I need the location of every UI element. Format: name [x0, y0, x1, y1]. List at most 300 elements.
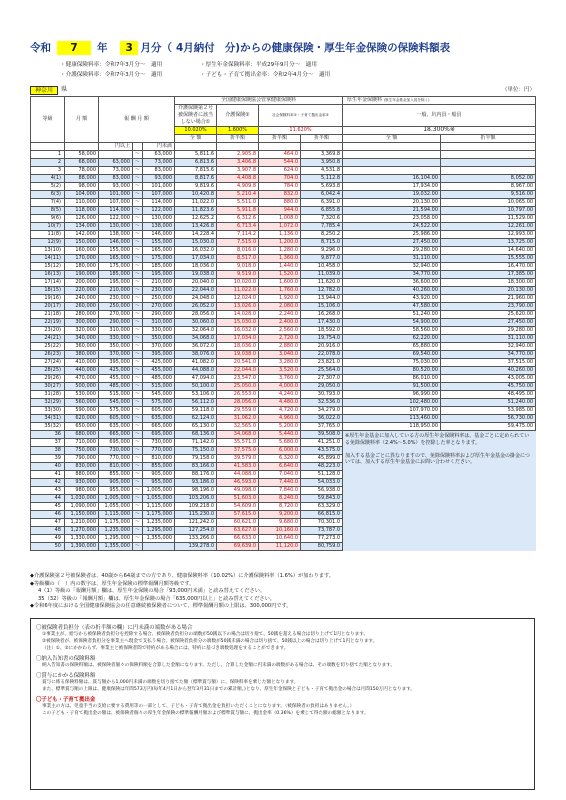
pension-half: 14,640.00	[441, 247, 536, 255]
health-total: 19,038.0	[175, 271, 217, 279]
range-tilde: ～	[133, 159, 143, 167]
pension-half: 8,052.00	[441, 175, 536, 183]
combined-half: 45,899.0	[301, 455, 343, 463]
monthly-amount: 160,000	[65, 247, 99, 255]
nursing-half: 544.0	[259, 159, 301, 167]
monthly-amount: 150,000	[65, 239, 99, 247]
range-from: 1,295,000	[99, 535, 133, 543]
header-blank-h	[343, 143, 441, 151]
range-tilde: ～	[133, 207, 143, 215]
rate-nursing: 1.600%	[217, 127, 259, 135]
monthly-amount: 1,030,000	[65, 495, 99, 503]
monthly-amount: 142,000	[65, 231, 99, 239]
pension-half: 17,385.00	[441, 271, 536, 279]
health-half: 7,515.0	[217, 239, 259, 247]
health-half: 9,519.0	[217, 271, 259, 279]
range-from: 730,000	[99, 447, 133, 455]
pension-total: 51,240.00	[343, 311, 441, 319]
nursing-half: 9,200.0	[259, 511, 301, 519]
title-month: 3	[120, 41, 138, 55]
range-to: 575,000	[143, 399, 175, 407]
range-tilde: ～	[133, 487, 143, 495]
table-row	[31, 183, 536, 191]
table-row	[31, 391, 536, 399]
nursing-half: 1,440.0	[259, 263, 301, 271]
range-from: 73,000	[99, 167, 133, 175]
health-total: 10,420.8	[175, 191, 217, 199]
monthly-amount: 320,000	[65, 327, 99, 335]
table-row	[31, 415, 536, 423]
header-total-1: 全 額	[175, 135, 217, 143]
table-row	[31, 431, 536, 439]
nursing-half: 5,200.0	[259, 423, 301, 431]
range-tilde: ～	[133, 431, 143, 439]
health-total: 103,206.0	[175, 495, 217, 503]
grade-health: 16(13)	[31, 271, 65, 279]
table-row	[31, 375, 536, 383]
grade-health: 26(23)	[31, 351, 65, 359]
range-to: 350,000	[143, 335, 175, 343]
header-pension-label: 厚生年金保険料	[347, 96, 383, 103]
combined-half: 54,033.0	[301, 479, 343, 487]
health-total: 22,044.0	[175, 287, 217, 295]
health-total: 28,056.0	[175, 311, 217, 319]
health-half: 19,038.0	[217, 351, 259, 359]
combined-half: 3,369.8	[301, 151, 343, 159]
table-row	[31, 263, 536, 271]
monthly-amount: 1,090,000	[65, 503, 99, 511]
range-to: 330,000	[143, 327, 175, 335]
health-total: 14,228.4	[175, 231, 217, 239]
health-half: 14,028.0	[217, 311, 259, 319]
grade-health: 17(14)	[31, 279, 65, 287]
range-tilde: ～	[133, 343, 143, 351]
combined-half: 10,458.0	[301, 263, 343, 271]
range-tilde: ～	[133, 271, 143, 279]
range-tilde: ～	[133, 471, 143, 479]
grade-health: 33(30)	[31, 407, 65, 415]
range-from: 185,000	[99, 271, 133, 279]
health-half: 28,056.0	[217, 399, 259, 407]
health-half: 26,553.0	[217, 391, 259, 399]
table-row	[31, 399, 536, 407]
title-era: 令和	[30, 41, 51, 54]
monthly-amount: 360,000	[65, 343, 99, 351]
combined-half: 6,042.4	[301, 191, 343, 199]
grade-health: 42	[31, 479, 65, 487]
health-half: 22,044.0	[217, 367, 259, 375]
health-half: 35,571.0	[217, 439, 259, 447]
range-tilde: ～	[133, 167, 143, 175]
pension-total	[343, 159, 441, 167]
range-tilde: ～	[133, 335, 143, 343]
health-half: 57,615.0	[217, 511, 259, 519]
range-to: 605,000	[143, 407, 175, 415]
header-nursing-yes: 介護保険②	[217, 105, 259, 127]
range-tilde: ～	[133, 367, 143, 375]
range-tilde: ～	[133, 223, 143, 231]
combined-half: 22,078.0	[301, 351, 343, 359]
monthly-amount: 300,000	[65, 319, 99, 327]
monthly-amount: 104,000	[65, 191, 99, 199]
header-blank-e	[217, 143, 259, 151]
nursing-half: 880.0	[259, 199, 301, 207]
grade-health: 22(19)	[31, 319, 65, 327]
combined-half: 27,307.0	[301, 375, 343, 383]
nursing-half: 4,960.0	[259, 415, 301, 423]
health-total: 41,082.0	[175, 359, 217, 367]
range-tilde: ～	[133, 295, 143, 303]
nursing-half: 4,480.0	[259, 399, 301, 407]
pension-half: 12,993.00	[441, 231, 536, 239]
pension-half: 32,940.00	[441, 343, 536, 351]
range-from: 1,175,000	[99, 519, 133, 527]
range-to: 1,355,000	[143, 535, 175, 543]
pension-half: 15,555.00	[441, 255, 536, 263]
range-from: 93,000	[99, 183, 133, 191]
monthly-amount: 190,000	[65, 271, 99, 279]
range-from: 175,000	[99, 263, 133, 271]
health-total: 53,106.0	[175, 391, 217, 399]
range-from: 695,000	[99, 439, 133, 447]
region-suffix: 県	[61, 86, 68, 94]
range-tilde: ～	[133, 407, 143, 415]
range-to: 310,000	[143, 319, 175, 327]
grade-health: 47	[31, 519, 65, 527]
health-total: 26,052.0	[175, 303, 217, 311]
combined-half: 9,296.0	[301, 247, 343, 255]
grade-health: 35(32)	[31, 423, 65, 431]
health-half: 5,911.8	[217, 207, 259, 215]
range-from: 114,000	[99, 207, 133, 215]
box-para-2: ②被保険者が、被保険者負担分を事業主へ現金で支払う場合、被保険者負担分の端数が50銭未満の場合は切り捨て、50銭以上の場合は切り上げて1円となります。	[42, 639, 378, 644]
table-row	[31, 407, 536, 415]
monthly-amount: 200,000	[65, 279, 99, 287]
grade-health: 1	[31, 151, 65, 159]
pension-half: 18,300.00	[441, 279, 536, 287]
monthly-amount: 560,000	[65, 399, 99, 407]
health-total: 121,242.0	[175, 519, 217, 527]
health-total: 79,158.0	[175, 455, 217, 463]
combined-half: 59,843.0	[301, 495, 343, 503]
range-tilde: ～	[133, 511, 143, 519]
pension-total: 20,130.00	[343, 199, 441, 207]
monthly-amount: 530,000	[65, 391, 99, 399]
range-from: 83,000	[99, 175, 133, 183]
pension-half: 37,515.00	[441, 359, 536, 367]
range-from: 1,355,000	[99, 543, 133, 551]
range-to: 155,000	[143, 239, 175, 247]
nursing-half: 7,840.0	[259, 487, 301, 495]
range-from: 635,000	[99, 423, 133, 431]
health-total: 13,426.8	[175, 223, 217, 231]
range-from: 146,000	[99, 239, 133, 247]
nursing-half: 5,680.0	[259, 439, 301, 447]
range-from: 195,000	[99, 279, 133, 287]
range-tilde: ～	[133, 351, 143, 359]
pension-half: 48,495.00	[441, 391, 536, 399]
health-half: 54,609.0	[217, 503, 259, 511]
health-half: 5,210.4	[217, 191, 259, 199]
range-to: 1,235,000	[143, 519, 175, 527]
health-half: 16,032.0	[217, 327, 259, 335]
health-half: 5,511.0	[217, 199, 259, 207]
table-row	[31, 383, 536, 391]
health-total: 65,130.0	[175, 423, 217, 431]
header-remuneration: 報 酬 月 額	[99, 97, 175, 143]
monthly-amount: 680,000	[65, 431, 99, 439]
range-tilde: ～	[133, 279, 143, 287]
range-to: 195,000	[143, 271, 175, 279]
header-pension-note: (厚生年金基金加入員を除く)	[383, 97, 430, 102]
header-above: 円以上	[99, 143, 133, 151]
pension-total: 27,450.00	[343, 239, 441, 247]
footnote-1: ◆介護保険第２号被保険者は、40歳から64歳までの方であり、健康保険料率（10.02%）に介護保険料率（1.6%）が加わります。	[30, 573, 334, 579]
monthly-amount: 58,000	[65, 151, 99, 159]
pension-half: 20,130.00	[441, 287, 536, 295]
monthly-amount: 110,000	[65, 199, 99, 207]
range-from: 130,000	[99, 223, 133, 231]
health-half: 69,639.0	[217, 543, 259, 551]
range-to: 545,000	[143, 391, 175, 399]
pension-total: 102,480.00	[343, 399, 441, 407]
header-half-3: 折半額	[301, 135, 343, 143]
health-total: 30,060.0	[175, 319, 217, 327]
box-para-4: 納入告知書の保険料額は、被保険者個々の保険料額を合算した金額になります。ただし、合算した金額に円未満の端数がある場合は、その端数を切り捨てた額となります。	[42, 662, 395, 668]
premium-table	[30, 96, 536, 551]
health-half: 4,909.8	[217, 183, 259, 191]
table-row	[31, 279, 536, 287]
grade-health: 29(26)	[31, 375, 65, 383]
range-to: 1,175,000	[143, 511, 175, 519]
health-total: 75,150.0	[175, 447, 217, 455]
grade-health: 31(28)	[31, 391, 65, 399]
box-para-1: ①事業主が、給与から被保険者負担分を控除する場合、被保険者負担分の端数が50銭以下の場合は切り捨て、50銭を超える場合は切り上げて1円となります。	[42, 632, 369, 638]
health-half: 11,022.0	[217, 287, 259, 295]
health-half: 32,565.0	[217, 423, 259, 431]
health-total: 16,032.0	[175, 247, 217, 255]
range-from: 230,000	[99, 295, 133, 303]
health-total: 24,048.0	[175, 295, 217, 303]
grade-health: 18(15)	[31, 287, 65, 295]
range-tilde: ～	[133, 527, 143, 535]
range-from: 1,005,000	[99, 495, 133, 503]
health-half: 51,603.0	[217, 495, 259, 503]
pension-total: 34,770.00	[343, 271, 441, 279]
monthly-amount: 78,000	[65, 167, 99, 175]
pension-total: 36,600.00	[343, 279, 441, 287]
pension-total: 69,540.00	[343, 351, 441, 359]
health-half: 66,633.0	[217, 535, 259, 543]
box-heading-2: 〇納入告知書の保険料額	[36, 655, 96, 662]
health-half: 46,593.0	[217, 479, 259, 487]
nursing-half: 3,040.0	[259, 351, 301, 359]
health-total: 88,176.0	[175, 471, 217, 479]
health-half: 12,024.0	[217, 295, 259, 303]
health-total: 36,072.0	[175, 343, 217, 351]
pension-half: 10,065.00	[441, 199, 536, 207]
grade-health: 8(5)	[31, 207, 65, 215]
nursing-half: 4,720.0	[259, 407, 301, 415]
range-from: 250,000	[99, 303, 133, 311]
pension-half: 21,960.00	[441, 295, 536, 303]
health-total: 133,266.0	[175, 535, 217, 543]
range-from: 425,000	[99, 367, 133, 375]
monthly-amount: 750,000	[65, 447, 99, 455]
combined-half: 37,765.0	[301, 423, 343, 431]
health-half: 4,408.8	[217, 175, 259, 183]
monthly-amount: 1,390,000	[65, 543, 99, 551]
health-total: 139,278.0	[175, 543, 217, 551]
range-from: 210,000	[99, 287, 133, 295]
range-to: 1,295,000	[143, 527, 175, 535]
range-tilde: ～	[133, 311, 143, 319]
table-row	[31, 295, 536, 303]
nursing-half: 704.0	[259, 175, 301, 183]
table-row	[31, 335, 536, 343]
range-to: 730,000	[143, 439, 175, 447]
health-half: 6,312.6	[217, 215, 259, 223]
range-from	[99, 151, 133, 159]
nursing-half: 4,000.0	[259, 383, 301, 391]
nursing-half: 1,920.0	[259, 295, 301, 303]
note-health-rate: ・健康保険料率：令和7年3月分～ 適用	[60, 62, 163, 68]
health-half: 2,905.8	[217, 151, 259, 159]
nursing-half: 10,160.0	[259, 527, 301, 535]
health-total: 127,254.0	[175, 527, 217, 535]
monthly-amount: 280,000	[65, 311, 99, 319]
footnote-3: 4（1）等級の「報酬月額」欄は、厚生年金保険の場合「93,000円未満」と読み替えてください。	[38, 588, 266, 595]
pension-half: 12,261.00	[441, 223, 536, 231]
range-tilde: ～	[133, 415, 143, 423]
grade-health: 37	[31, 439, 65, 447]
range-tilde: ～	[133, 439, 143, 447]
health-total: 50,100.0	[175, 383, 217, 391]
health-total: 15,030.0	[175, 239, 217, 247]
table-row	[31, 167, 536, 175]
combined-half: 23,821.0	[301, 359, 343, 367]
health-half: 49,098.0	[217, 487, 259, 495]
table-row	[31, 287, 536, 295]
range-from: 545,000	[99, 399, 133, 407]
monthly-amount: 126,000	[65, 215, 99, 223]
range-tilde: ～	[133, 423, 143, 431]
grade-health: 30(27)	[31, 383, 65, 391]
pension-total: 96,990.00	[343, 391, 441, 399]
health-half: 44,088.0	[217, 471, 259, 479]
range-to: 1,115,000	[143, 503, 175, 511]
header-blank-c	[133, 143, 143, 151]
range-from: 855,000	[99, 471, 133, 479]
region-name: 神奈川	[30, 86, 58, 95]
box-para-3: （注）①、②にかかわらず、事業主と被保険者間で特約がある場合には、特約に基づき端数処理をすることができます。	[42, 645, 289, 651]
monthly-amount: 830,000	[65, 463, 99, 471]
pension-total: 91,500.00	[343, 383, 441, 391]
header-blank-i	[441, 143, 536, 151]
combined-half: 11,620.0	[301, 279, 343, 287]
range-tilde: ～	[133, 375, 143, 383]
range-to: 73,000	[143, 159, 175, 167]
pension-total: 23,058.00	[343, 215, 441, 223]
combined-half: 3,950.8	[301, 159, 343, 167]
pension-half: 34,770.00	[441, 351, 536, 359]
header-pension-sub: 一般、坑内員・船員	[343, 105, 536, 127]
health-total: 11,823.6	[175, 207, 217, 215]
range-to: 93,000	[143, 175, 175, 183]
combined-half: 20,916.0	[301, 343, 343, 351]
range-to: 395,000	[143, 351, 175, 359]
range-to: 665,000	[143, 423, 175, 431]
nursing-half: 832.0	[259, 191, 301, 199]
pension-total	[343, 151, 441, 159]
range-from: 395,000	[99, 359, 133, 367]
combined-half: 8,250.2	[301, 231, 343, 239]
health-half: 6,713.4	[217, 223, 259, 231]
header-kosodate: 社会保険料率①・子育て拠出金率②	[259, 105, 343, 127]
table-row	[31, 199, 536, 207]
note-kosodate-rate: ・子ども・子育て拠出金率：令和2年4月分～ 適用	[200, 72, 331, 79]
nursing-half: 2,080.0	[259, 303, 301, 311]
pension-half: 31,110.00	[441, 335, 536, 343]
combined-half: 25,564.0	[301, 367, 343, 375]
range-tilde: ～	[133, 215, 143, 223]
combined-half: 11,039.0	[301, 271, 343, 279]
title-month-unit: 月分（	[140, 41, 172, 54]
health-half: 37,575.0	[217, 447, 259, 455]
nursing-half: 6,000.0	[259, 447, 301, 455]
health-half: 34,068.0	[217, 431, 259, 439]
grade-health: 49	[31, 535, 65, 543]
pension-half: 59,475.00	[441, 423, 536, 431]
health-half: 29,559.0	[217, 407, 259, 415]
monthly-amount: 500,000	[65, 383, 99, 391]
combined-half: 66,815.0	[301, 511, 343, 519]
range-from: 1,055,000	[99, 503, 133, 511]
grade-health: 21(18)	[31, 311, 65, 319]
header-blank-b	[65, 143, 99, 151]
header-nursing-none: 介護保険第２号被保険者に該当しない場合①	[175, 105, 217, 127]
monthly-amount: 170,000	[65, 255, 99, 263]
pension-total: 19,032.00	[343, 191, 441, 199]
range-tilde: ～	[133, 319, 143, 327]
rate-pension: 18.300%※	[343, 127, 536, 135]
range-from: 63,000	[99, 159, 133, 167]
combined-half: 8,715.0	[301, 239, 343, 247]
combined-half: 18,592.0	[301, 327, 343, 335]
combined-half: 36,022.0	[301, 415, 343, 423]
range-from: 1,115,000	[99, 511, 133, 519]
pension-total: 65,880.00	[343, 343, 441, 351]
table-row	[31, 255, 536, 263]
grade-health: 40	[31, 463, 65, 471]
health-total: 59,118.0	[175, 407, 217, 415]
grade-health: 6(3)	[31, 191, 65, 199]
grade-health: 15(12)	[31, 263, 65, 271]
table-row	[31, 215, 536, 223]
pension-total: 118,950.00	[343, 423, 441, 431]
health-half: 15,030.0	[217, 319, 259, 327]
combined-half: 5,112.8	[301, 175, 343, 183]
monthly-amount: 240,000	[65, 295, 99, 303]
nursing-half: 1,200.0	[259, 239, 301, 247]
range-to: 695,000	[143, 431, 175, 439]
grade-health: 2	[31, 159, 65, 167]
monthly-amount: 930,000	[65, 479, 99, 487]
pension-half: 13,725.00	[441, 239, 536, 247]
combined-half: 6,391.0	[301, 199, 343, 207]
combined-half: 39,508.0	[301, 431, 343, 439]
combined-half: 5,693.8	[301, 183, 343, 191]
